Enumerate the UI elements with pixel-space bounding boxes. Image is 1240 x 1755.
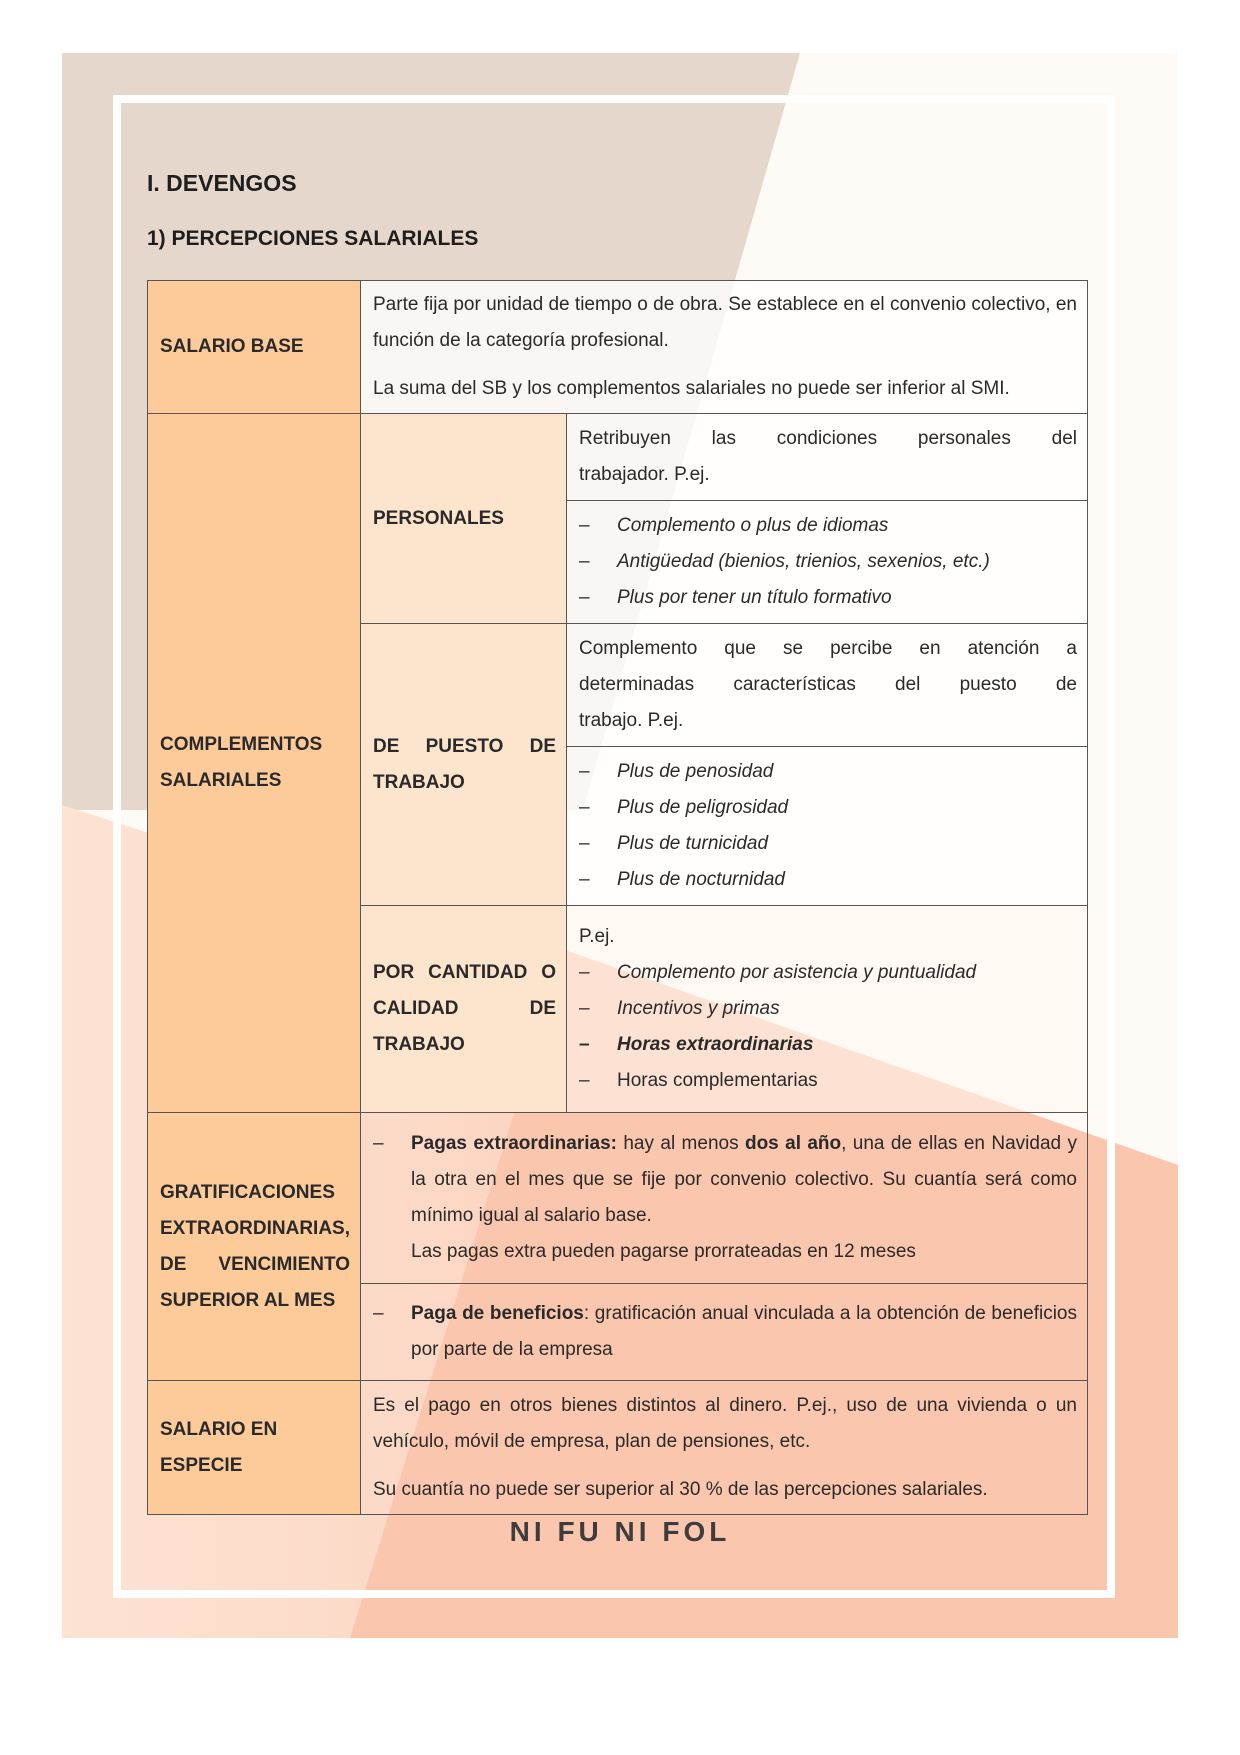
pagas-extra-text [373,1126,1077,1270]
personales-desc-2: trabajador. P.ej. [579,464,710,485]
label-gratificaciones [148,1113,361,1381]
list-personales [579,508,1077,616]
label-complementos [148,414,361,1113]
list-puesto [579,754,1077,898]
list-item: – Plus de penosidad [579,754,1077,790]
especie-text-2: Su cuantía no puede ser superior al 30 % de las percepciones salariales. [373,1478,988,1500]
puesto-desc-2: determinadas características del puesto de [579,674,1077,695]
pagas-extra-t1: hay al menos [616,1133,745,1154]
pagas-extra-dos: dos al año [744,1133,842,1154]
desc-puesto [567,624,1088,747]
puesto-desc-3: trabajo. P.ej. [579,710,684,731]
list-puesto-cell [567,747,1088,906]
list-item: – Plus de nocturnidad [579,862,1077,898]
label-personales: PERSONALES [361,414,567,624]
paga-beneficios-label: Paga de beneficios [411,1303,584,1324]
salario-base-text-1: Parte fija por unidad de tiempo o de obra. Se establece en el convenio colectivo, en función de la categoría profesional. [373,294,1077,351]
desc-pagas-extra [361,1113,1088,1284]
cantidad-label-3: TRABAJO [373,1034,465,1055]
puesto-desc-1: Complemento que se percibe en atención a [579,638,1077,659]
row-salario-base [148,281,1088,414]
section-title: I. DEVENGOS [147,170,297,196]
list-personales-cell [567,501,1088,624]
desc-salario-especie [361,1381,1088,1515]
list-item: – Plus de peligrosidad [579,790,1077,826]
desc-paga-beneficios [361,1284,1088,1381]
desc-personales [567,414,1088,501]
complementos-label-1: COMPLEMENTOS [160,734,323,755]
list-cantidad [579,955,1077,1099]
cantidad-label-2: CALIDAD DE [373,998,556,1019]
list-item: – Horas complementarias [579,1063,1077,1099]
pagas-extra-label: Pagas extraordinarias: [411,1133,617,1154]
list-item: – Plus de turnicidad [579,826,1077,862]
puesto-label-2: TRABAJO [373,771,465,793]
especie-text-1: Es el pago en otros bienes distintos al dinero. P.ej., uso de una vivienda o un vehículo, móvil de empresa, plan de pensiones, etc. [373,1394,1077,1452]
puesto-label-1: DE PUESTO DE [373,735,556,757]
label-salario-especie: SALARIO EN ESPECIE [148,1381,361,1515]
list-item: – Incentivos y primas [579,991,1077,1027]
subsection-title: 1) PERCEPCIONES SALARIALES [147,227,479,250]
label-puesto [361,624,567,906]
grat-label-4: SUPERIOR AL MES [160,1289,336,1311]
row-salario-especie [148,1381,1088,1515]
desc-cantidad [567,906,1088,1113]
cantidad-label-1: POR CANTIDAD O [373,962,556,983]
pagas-extra-t3: Las pagas extra pueden pagarse prorrateadas en 12 meses [411,1241,916,1262]
row-personales-desc [148,414,1088,501]
label-cantidad [361,906,567,1113]
salario-base-text-2: La suma del SB y los complementos salariales no puede ser inferior al SMI. [373,378,1010,399]
percepciones-table [147,280,1088,1515]
complementos-label-2: SALARIALES [160,770,282,791]
paga-beneficios-t: : gratificación anual vinculada a la obtención de beneficios por parte de la empresa [411,1303,1077,1360]
list-item: – Plus por tener un título formativo [579,580,1077,616]
footer-brand: NI FU NI FOL [509,1516,731,1547]
grat-label-2: EXTRAORDINARIAS, [160,1217,351,1239]
list-item: – Horas extraordinarias [579,1027,1077,1063]
desc-salario-base [361,281,1088,414]
grat-label-3: DE VENCIMIENTO [160,1253,350,1275]
list-item: – Complemento por asistencia y puntualidad [579,955,1077,991]
cantidad-pej: P.ej. [579,926,615,947]
list-item: – Antigüedad (bienios, trienios, sexenios, etc.) [579,544,1077,580]
grat-label-1: GRATIFICACIONES [160,1181,335,1203]
paga-beneficios-text [373,1296,1077,1368]
personales-desc-1: Retribuyen las condiciones personales del [579,428,1077,449]
label-salario-base: SALARIO BASE [148,281,361,414]
list-item: – Complemento o plus de idiomas [579,508,1077,544]
row-pagas-extra [148,1113,1088,1284]
pagas-extra-t2: , una de ellas en Navidad y la otra en el mes que se fije por convenio colectivo. Su cuantía será como mínimo igual al salario base. [411,1133,1077,1226]
